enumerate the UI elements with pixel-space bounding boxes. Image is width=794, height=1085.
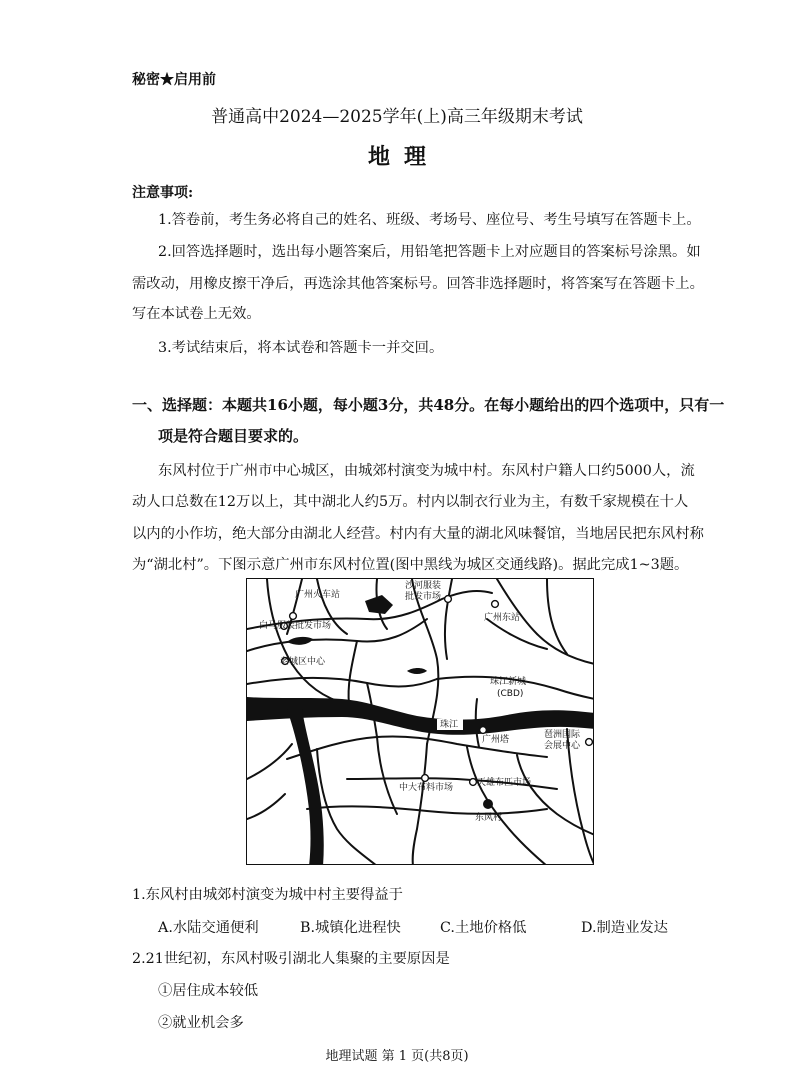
notice-heading: 注意事项: xyxy=(132,185,194,201)
label-guangzhou-station: 广州火车站 xyxy=(295,590,341,600)
label-zhujiang-new-town: 珠江新城 xyxy=(490,677,527,687)
question-1-option-d: D.制造业发达 xyxy=(581,920,668,936)
label-tianxiong-fabric-market: 天雄布匹市场 xyxy=(477,778,532,788)
label-cbd: (CBD) xyxy=(497,689,524,699)
passage-line-4: 为“湖北村”。下图示意广州市东风村位置(图中黑线为城区交通线路)。据此完成1~3题。 xyxy=(132,557,689,573)
notice-item-2-line-1: 2.回答选择题时，选出每小题答案后，用铅笔把答题卡上对应题目的答案标号涂黑。如 xyxy=(158,244,701,260)
passage-line-2: 动人口总数在12万以上，其中湖北人约5万。村内以制衣行业为主，有数千家规模在十人 xyxy=(132,494,689,510)
label-dongfeng-village: 东风村 xyxy=(475,813,503,823)
label-old-city-center: 老城区中心 xyxy=(280,657,326,667)
label-canton-tower: 广州塔 xyxy=(482,735,510,745)
question-1: 1.东风村由城郊村演变为城中村主要得益于 xyxy=(132,887,403,903)
label-guangzhou-east-station: 广州东站 xyxy=(484,613,521,623)
passage-line-1: 东风村位于广州市中心城区，由城郊村演变为城中村。东风村户籍人口约5000人，流 xyxy=(158,463,695,479)
confidential-mark: 秘密★启用前 xyxy=(132,72,216,88)
label-baima-market: 白马服装批发市场 xyxy=(259,621,332,631)
question-2: 2.21世纪初，东风村吸引湖北人集聚的主要原因是 xyxy=(132,951,450,967)
section-heading-line-2: 项是符合题目要求的。 xyxy=(158,427,309,445)
question-1-option-b: B.城镇化进程快 xyxy=(300,920,401,936)
section-heading-line-1: 一、选择题：本题共16小题，每小题3分，共48分。在每小题给出的四个选项中，只有一 xyxy=(132,396,725,414)
question-1-option-c: C.土地价格低 xyxy=(440,920,527,936)
label-shahe-market-line-1: 沙河服装 xyxy=(405,581,442,591)
label-pearl-river: 珠江 xyxy=(440,720,459,730)
passage-line-3: 以内的小作坊，绝大部分由湖北人经营。村内有大量的湖北风味餐馆，当地居民把东风村称 xyxy=(132,526,704,542)
label-shahe-market-line-2: 批发市场 xyxy=(405,592,442,602)
question-2-statement-2: ②就业机会多 xyxy=(158,1015,244,1031)
question-2-statement-1: ①居住成本较低 xyxy=(158,983,259,999)
subject-title: 地理 xyxy=(367,144,440,170)
notice-item-2-line-2: 需改动，用橡皮擦干净后，再选涂其他答案标号。回答非选择题时，将答案写在答题卡上。 xyxy=(132,276,704,292)
page-footer: 地理试题 第 1 页(共8页) xyxy=(325,1049,469,1064)
label-pazhou-expo-line-1: 琶洲国际 xyxy=(544,730,581,740)
exam-title: 普通高中2024—2025学年(上)高三年级期末考试 xyxy=(211,107,583,127)
notice-item-2-line-3: 写在本试卷上无效。 xyxy=(132,306,261,322)
label-pazhou-expo-line-2: 会展中心 xyxy=(544,741,581,751)
label-zhongda-fabric-market: 中大布料市场 xyxy=(399,783,454,793)
guangzhou-dongfeng-map xyxy=(246,578,594,865)
question-1-option-a: A.水陆交通便利 xyxy=(158,920,259,936)
notice-item-3: 3.考试结束后，将本试卷和答题卡一并交回。 xyxy=(158,340,444,356)
notice-item-1: 1.答卷前，考生务必将自己的姓名、班级、考场号、座位号、考生号填写在答题卡上。 xyxy=(158,212,701,228)
